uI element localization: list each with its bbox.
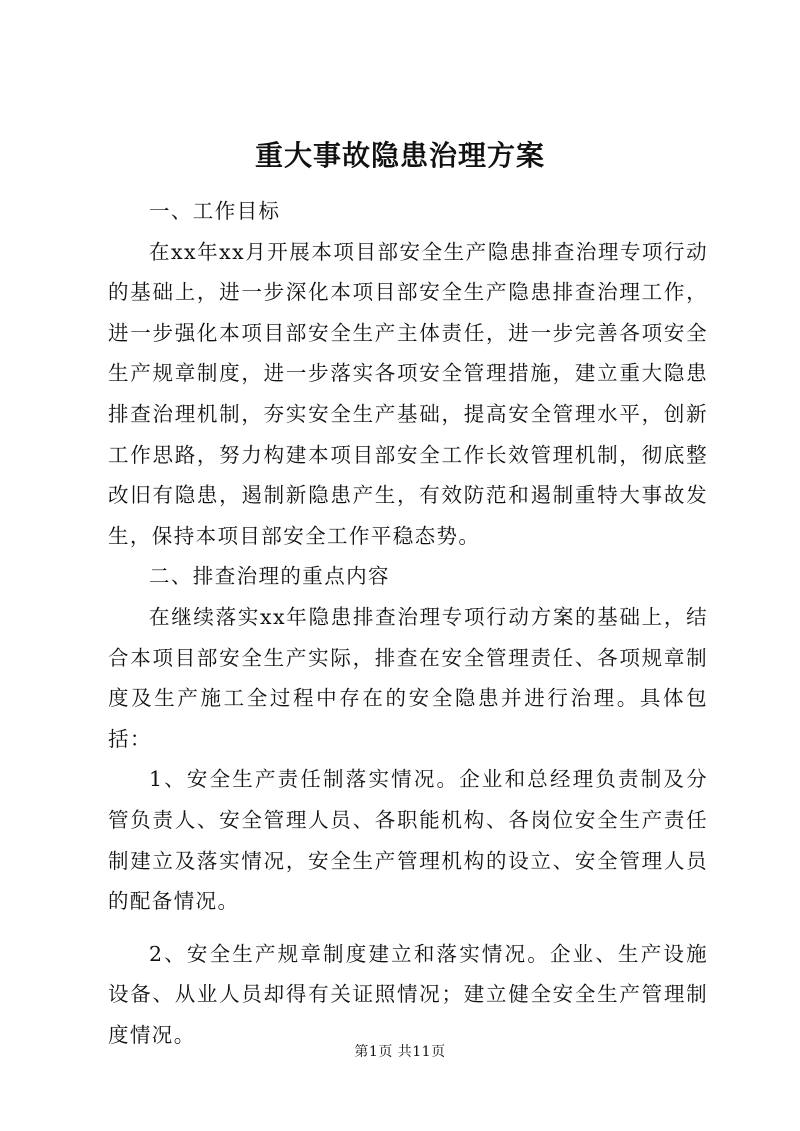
document-body <box>108 191 708 1055</box>
paragraph-key-content-intro: 在继续落实xx年隐患排查治理专项行动方案的基础上，结合本项目部安全生产实际，排查在安全管理责任、各项规章制度及生产施工全过程中存在的安全隐患并进行治理。具体包括： <box>108 604 708 751</box>
document-title: 重大事故隐患治理方案 <box>254 139 545 172</box>
section-heading-work-goal: 一、工作目标 <box>149 199 281 223</box>
paragraph-item-2: 2、安全生产规章制度建立和落实情况。企业、生产设施设备、从业人员却得有关证照情况；建立健全安全生产管理制度情况。 <box>108 941 708 1047</box>
section-heading-key-content: 二、排查治理的重点内容 <box>149 564 390 589</box>
paragraph-item-1: 1、安全生产责任制落实情况。企业和总经理负责制及分管负责人、安全管理人员、各职能机构、各岗位安全生产责任制建立及落实情况，安全生产管理机构的设立、安全管理人员的配备情况。 <box>108 767 708 914</box>
paragraph-work-goal: 在xx年xx月开展本项目部安全生产隐患排查治理专项行动的基础上，进一步深化本项目部安全生产隐患排查治理工作，进一步强化本项目部安全生产主体责任，进一步完善各项安全生产规章制度，进一步落实各项安全管理措施，建立重大隐患排查治理机制，夯实安全生产基础，提高安全管理水平，创新工作思路，努力构建本项目部安全工作长效管理机制，彻底整改旧有隐患，遏制新隐患产生，有效防范和遏制重特大事故发生，保持本项目部安全工作平稳态势。 <box>108 239 708 548</box>
page-number-footer: 第1页 共11页 <box>354 1044 446 1060</box>
